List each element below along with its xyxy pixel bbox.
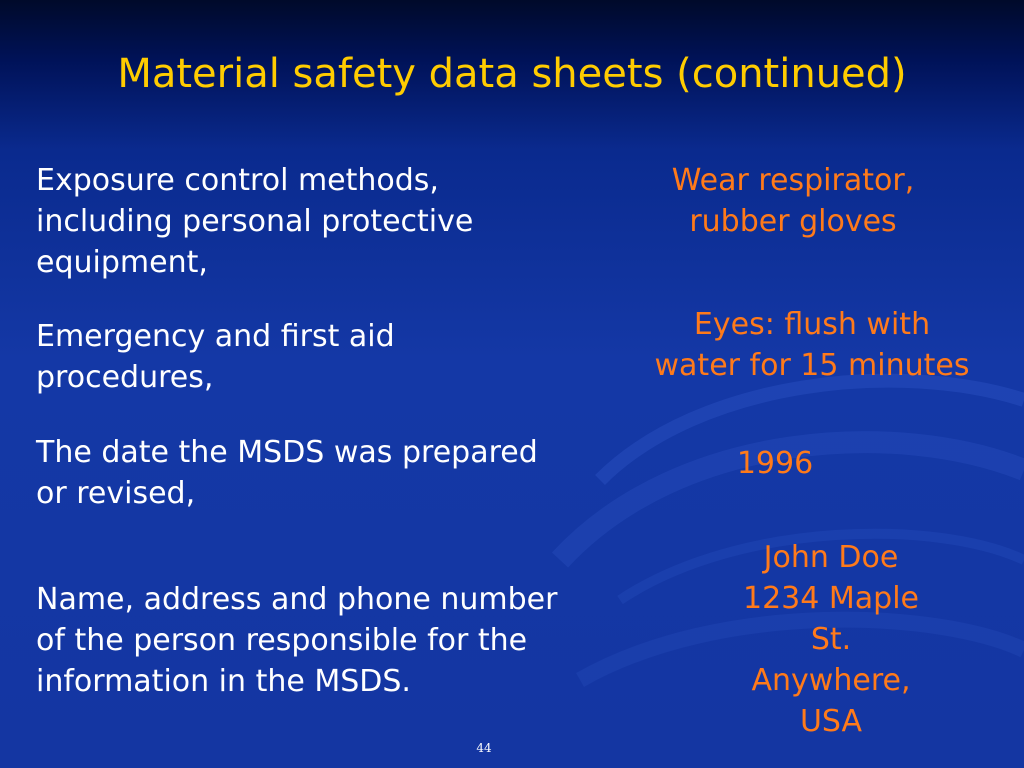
msds-date-label xyxy=(36,432,646,514)
value-line: water for 15 minutes xyxy=(654,348,970,383)
emergency-first-aid-value xyxy=(626,304,998,386)
value-line: Wear respirator, xyxy=(671,163,915,198)
exposure-control-value xyxy=(650,160,936,242)
value-line: Eyes: flush with xyxy=(693,307,931,342)
value-line: rubber gloves xyxy=(689,204,897,239)
label-line: Name, address and phone number xyxy=(36,582,558,617)
value-line: USA xyxy=(799,704,863,739)
msds-date-value xyxy=(720,443,830,484)
responsible-person-label xyxy=(36,579,646,702)
responsible-person-value xyxy=(700,537,962,742)
slide-number: 44 xyxy=(476,741,492,755)
label-line: information in the MSDS. xyxy=(36,664,411,699)
value-line: John Doe xyxy=(763,540,899,575)
label-line: including personal protective xyxy=(36,204,474,239)
exposure-control-label xyxy=(36,160,646,283)
value-line: 1234 Maple xyxy=(743,581,919,616)
value-line: St. xyxy=(810,622,852,657)
emergency-first-aid-label xyxy=(36,316,646,398)
value-line: 1996 xyxy=(736,446,814,481)
slide-title: Material safety data sheets (continued) xyxy=(117,51,907,97)
label-line: Emergency and first aid xyxy=(36,319,395,354)
value-line: Anywhere, xyxy=(751,663,911,698)
label-line: procedures, xyxy=(36,360,214,395)
label-line: The date the MSDS was prepared xyxy=(36,435,538,470)
label-line: of the person responsible for the xyxy=(36,623,528,658)
label-line: Exposure control methods, xyxy=(36,163,439,198)
label-line: equipment, xyxy=(36,245,208,280)
label-line: or revised, xyxy=(36,476,196,511)
